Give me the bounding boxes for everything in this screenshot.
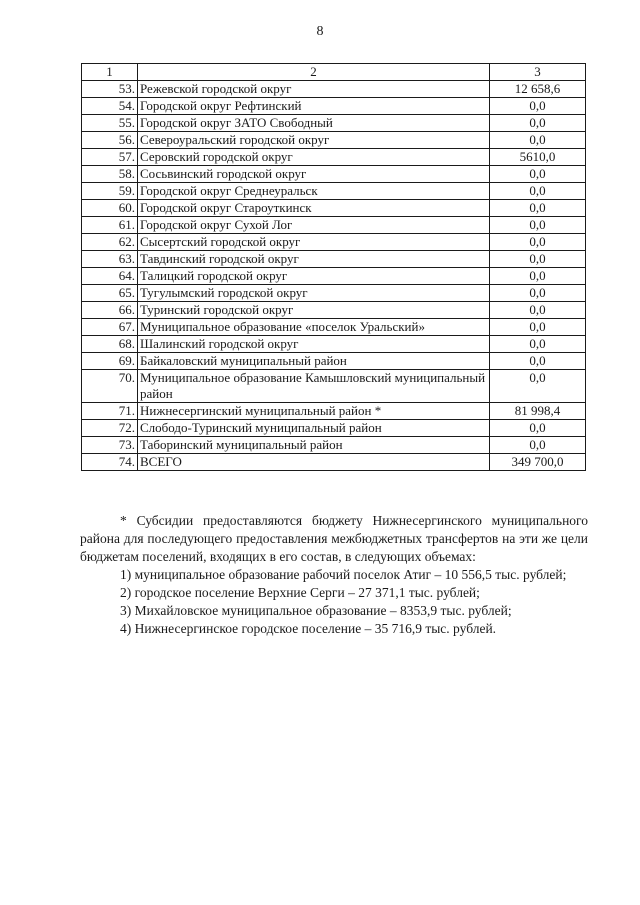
table-row	[82, 437, 586, 454]
row-number: 57.	[82, 149, 138, 166]
footnote-item: 1) муниципальное образование рабочий поселок Атиг – 10 556,5 тыс. рублей;	[120, 567, 567, 582]
table-row	[82, 370, 586, 403]
footnote-item: 2) городское поселение Верхние Серги – 27 371,1 тыс. рублей;	[120, 585, 480, 600]
row-name: Туринский городской округ	[138, 302, 490, 319]
table-row	[82, 268, 586, 285]
table-row	[82, 183, 586, 200]
row-name: Режевской городской округ	[138, 81, 490, 98]
table-row	[82, 302, 586, 319]
row-number: 71.	[82, 403, 138, 420]
row-value: 349 700,0	[490, 454, 586, 471]
table-row	[82, 420, 586, 437]
row-number: 65.	[82, 285, 138, 302]
table-row	[82, 403, 586, 420]
row-name: Талицкий городской округ	[138, 268, 490, 285]
row-number: 68.	[82, 336, 138, 353]
row-number: 74.	[82, 454, 138, 471]
row-value: 0,0	[490, 268, 586, 285]
row-number: 70.	[82, 370, 138, 403]
table-row	[82, 336, 586, 353]
row-name: Североуральский городской округ	[138, 132, 490, 149]
table-row	[82, 251, 586, 268]
page-number: 8	[316, 24, 324, 39]
table-row	[82, 200, 586, 217]
row-value: 0,0	[490, 251, 586, 268]
row-name: Городской округ Староуткинск	[138, 200, 490, 217]
row-value: 0,0	[490, 420, 586, 437]
row-name: Тавдинский городской округ	[138, 251, 490, 268]
row-number: 62.	[82, 234, 138, 251]
row-value: 0,0	[490, 217, 586, 234]
table-row	[82, 81, 586, 98]
row-name: Городской округ Сухой Лог	[138, 217, 490, 234]
row-name: Городской округ Рефтинский	[138, 98, 490, 115]
row-number: 59.	[82, 183, 138, 200]
row-number: 72.	[82, 420, 138, 437]
row-name: Муниципальное образование Камышловский муниципальный район	[138, 370, 490, 403]
table-row	[82, 353, 586, 370]
row-number: 67.	[82, 319, 138, 336]
column-header-name: 2	[138, 64, 490, 81]
row-value: 0,0	[490, 183, 586, 200]
table-header-row	[82, 64, 586, 81]
row-number: 64.	[82, 268, 138, 285]
row-name: Серовский городской округ	[138, 149, 490, 166]
row-name: Тугулымский городской округ	[138, 285, 490, 302]
row-name: Городской округ ЗАТО Свободный	[138, 115, 490, 132]
row-value: 0,0	[490, 336, 586, 353]
row-number: 56.	[82, 132, 138, 149]
row-value: 0,0	[490, 132, 586, 149]
table-row	[82, 285, 586, 302]
row-name: Шалинский городской округ	[138, 336, 490, 353]
row-name: Нижнесергинский муниципальный район *	[138, 403, 490, 420]
row-number: 73.	[82, 437, 138, 454]
row-value: 0,0	[490, 115, 586, 132]
row-value: 0,0	[490, 98, 586, 115]
row-value: 0,0	[490, 319, 586, 336]
column-header-value: 3	[490, 64, 586, 81]
column-header-number: 1	[82, 64, 138, 81]
table-row	[82, 217, 586, 234]
row-name: Сысертский городской округ	[138, 234, 490, 251]
row-name: Сосьвинский городской округ	[138, 166, 490, 183]
row-number: 55.	[82, 115, 138, 132]
table-row	[82, 234, 586, 251]
table-row	[82, 132, 586, 149]
table-row-total	[82, 454, 586, 471]
footnote-section	[80, 512, 588, 638]
footnote-item: 3) Михайловское муниципальное образование – 8353,9 тыс. рублей;	[120, 603, 512, 618]
row-value: 0,0	[490, 370, 586, 403]
subsidy-table	[81, 63, 586, 471]
row-number: 61.	[82, 217, 138, 234]
row-number: 60.	[82, 200, 138, 217]
row-value: 0,0	[490, 285, 586, 302]
row-value: 81 998,4	[490, 403, 586, 420]
footnote-item: 4) Нижнесергинское городское поселение – 35 716,9 тыс. рублей.	[120, 621, 497, 636]
row-name: Слободо-Туринский муниципальный район	[138, 420, 490, 437]
table-row	[82, 149, 586, 166]
row-name: Муниципальное образование «поселок Уральский»	[138, 319, 490, 336]
row-value: 12 658,6	[490, 81, 586, 98]
row-value: 0,0	[490, 437, 586, 454]
footnote-intro: * Субсидии предоставляются бюджету Нижнесергинского муниципального района для последующего предоставления межбюджетных трансфертов на эти же цели бюджетам поселений, входящих в его состав, в следующих объемах:	[80, 513, 588, 564]
table-row	[82, 98, 586, 115]
row-name: Байкаловский муниципальный район	[138, 353, 490, 370]
row-value: 0,0	[490, 234, 586, 251]
row-value: 0,0	[490, 302, 586, 319]
row-number: 53.	[82, 81, 138, 98]
row-value: 0,0	[490, 200, 586, 217]
row-value: 0,0	[490, 353, 586, 370]
table-row	[82, 319, 586, 336]
row-number: 66.	[82, 302, 138, 319]
row-number: 58.	[82, 166, 138, 183]
row-number: 63.	[82, 251, 138, 268]
row-name: ВСЕГО	[138, 454, 490, 471]
row-name: Таборинский муниципальный район	[138, 437, 490, 454]
table-row	[82, 166, 586, 183]
row-value: 5610,0	[490, 149, 586, 166]
row-name: Городской округ Среднеуральск	[138, 183, 490, 200]
table-row	[82, 115, 586, 132]
row-number: 69.	[82, 353, 138, 370]
row-value: 0,0	[490, 166, 586, 183]
row-number: 54.	[82, 98, 138, 115]
